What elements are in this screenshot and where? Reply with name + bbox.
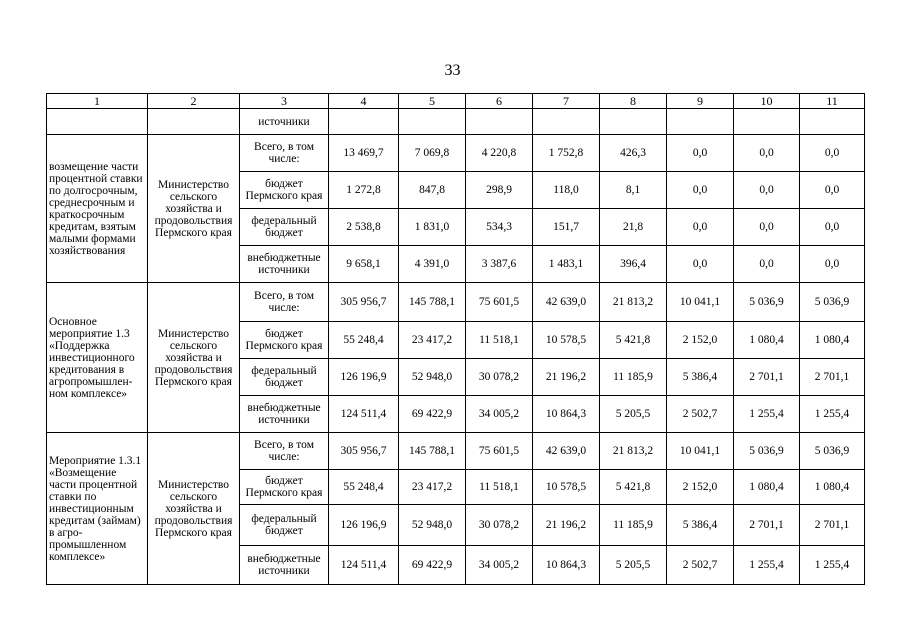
value-cell: 4 220,8 — [466, 135, 533, 172]
value-cell — [600, 109, 667, 135]
value-cell: 75 601,5 — [466, 283, 533, 322]
header-cell: 7 — [533, 94, 600, 109]
value-cell: 11 185,9 — [600, 359, 667, 396]
value-cell: 5 205,5 — [600, 396, 667, 433]
value-cell: 1 080,4 — [734, 470, 800, 505]
ministry-name: Министерство сельского хозяйства и продовольствия Пермского края — [148, 433, 240, 585]
value-cell: 0,0 — [800, 209, 865, 246]
value-cell: 426,3 — [600, 135, 667, 172]
value-cell: 7 069,8 — [399, 135, 466, 172]
source-cell: источники — [240, 109, 329, 135]
value-cell: 10 864,3 — [533, 396, 600, 433]
name-cell — [47, 109, 148, 135]
value-cell: 1 255,4 — [734, 396, 800, 433]
header-cell: 9 — [667, 94, 734, 109]
value-cell: 52 948,0 — [399, 505, 466, 546]
ministry-name: Министерство сельского хозяйства и продовольствия Пермского края — [148, 283, 240, 433]
value-cell: 23 417,2 — [399, 470, 466, 505]
table-row — [47, 283, 865, 322]
value-cell: 5 036,9 — [734, 433, 800, 470]
value-cell: 5 036,9 — [734, 283, 800, 322]
value-cell: 2 152,0 — [667, 470, 734, 505]
value-cell: 10 041,1 — [667, 283, 734, 322]
ministry-name: Министерство сельского хозяйства и продовольствия Пермского края — [148, 135, 240, 283]
value-cell: 2 701,1 — [734, 505, 800, 546]
value-cell: 69 422,9 — [399, 546, 466, 585]
source-cell: Всего, в том числе: — [240, 433, 329, 470]
table-row — [47, 433, 865, 470]
value-cell: 1 831,0 — [399, 209, 466, 246]
value-cell: 21 196,2 — [533, 359, 600, 396]
value-cell: 10 041,1 — [667, 433, 734, 470]
value-cell: 2 701,1 — [734, 359, 800, 396]
header-cell: 5 — [399, 94, 466, 109]
value-cell: 5 036,9 — [800, 283, 865, 322]
value-cell: 5 421,8 — [600, 470, 667, 505]
source-cell: бюджет Пермского края — [240, 470, 329, 505]
value-cell: 1 752,8 — [533, 135, 600, 172]
page-number: 33 — [444, 62, 461, 79]
value-cell: 2 701,1 — [800, 505, 865, 546]
header-cell: 10 — [734, 94, 800, 109]
value-cell: 126 196,9 — [329, 359, 399, 396]
value-cell: 8,1 — [600, 172, 667, 209]
value-cell: 21,8 — [600, 209, 667, 246]
source-cell: Всего, в том числе: — [240, 283, 329, 322]
activity-name: Основное мероприятие 1.3 «Поддержка инвестиционного кредитования в агропромышлен-ном комплексе» — [47, 283, 148, 433]
value-cell: 298,9 — [466, 172, 533, 209]
source-cell: внебюджетные источники — [240, 246, 329, 283]
value-cell: 10 578,5 — [533, 470, 600, 505]
value-cell — [734, 109, 800, 135]
value-cell — [399, 109, 466, 135]
value-cell — [800, 109, 865, 135]
value-cell: 0,0 — [667, 135, 734, 172]
value-cell — [329, 109, 399, 135]
value-cell: 1 255,4 — [734, 546, 800, 585]
source-cell: внебюджетные источники — [240, 396, 329, 433]
value-cell: 151,7 — [533, 209, 600, 246]
value-cell: 124 511,4 — [329, 396, 399, 433]
value-cell: 10 578,5 — [533, 322, 600, 359]
source-cell: федеральный бюджет — [240, 359, 329, 396]
value-cell: 305 956,7 — [329, 433, 399, 470]
value-cell: 69 422,9 — [399, 396, 466, 433]
value-cell: 0,0 — [734, 172, 800, 209]
value-cell — [533, 109, 600, 135]
value-cell: 1 080,4 — [800, 470, 865, 505]
value-cell: 5 421,8 — [600, 322, 667, 359]
header-cell: 4 — [329, 94, 399, 109]
source-cell: федеральный бюджет — [240, 209, 329, 246]
value-cell: 0,0 — [667, 209, 734, 246]
value-cell: 0,0 — [667, 246, 734, 283]
activity-name: Мероприятие 1.3.1 «Возмещение части процентной ставки по инвестиционным кредитам (займам) в агро-промышленном комплексе» — [47, 433, 148, 585]
header-cell: 3 — [240, 94, 329, 109]
value-cell: 126 196,9 — [329, 505, 399, 546]
value-cell: 0,0 — [734, 135, 800, 172]
value-cell: 0,0 — [667, 172, 734, 209]
continuation-row — [47, 109, 865, 135]
value-cell: 55 248,4 — [329, 470, 399, 505]
value-cell: 11 518,1 — [466, 322, 533, 359]
source-cell: бюджет Пермского края — [240, 322, 329, 359]
value-cell: 2 152,0 — [667, 322, 734, 359]
ministry-cell — [148, 109, 240, 135]
header-cell: 2 — [148, 94, 240, 109]
value-cell: 30 078,2 — [466, 505, 533, 546]
value-cell — [466, 109, 533, 135]
value-cell: 396,4 — [600, 246, 667, 283]
value-cell: 9 658,1 — [329, 246, 399, 283]
source-cell: внебюджетные источники — [240, 546, 329, 585]
value-cell: 55 248,4 — [329, 322, 399, 359]
value-cell: 3 387,6 — [466, 246, 533, 283]
header-cell: 1 — [47, 94, 148, 109]
value-cell: 34 005,2 — [466, 396, 533, 433]
value-cell: 11 185,9 — [600, 505, 667, 546]
value-cell: 2 502,7 — [667, 396, 734, 433]
value-cell: 0,0 — [800, 246, 865, 283]
value-cell: 21 813,2 — [600, 433, 667, 470]
header-cell: 11 — [800, 94, 865, 109]
value-cell: 124 511,4 — [329, 546, 399, 585]
value-cell: 1 483,1 — [533, 246, 600, 283]
header-row — [47, 94, 865, 109]
value-cell — [667, 109, 734, 135]
value-cell: 534,3 — [466, 209, 533, 246]
header-cell: 6 — [466, 94, 533, 109]
value-cell: 0,0 — [800, 135, 865, 172]
value-cell: 23 417,2 — [399, 322, 466, 359]
value-cell: 305 956,7 — [329, 283, 399, 322]
value-cell: 10 864,3 — [533, 546, 600, 585]
value-cell: 21 813,2 — [600, 283, 667, 322]
value-cell: 2 701,1 — [800, 359, 865, 396]
value-cell: 5 386,4 — [667, 359, 734, 396]
value-cell: 42 639,0 — [533, 433, 600, 470]
activity-name: возмещение части процентной ставки по долгосрочным, среднесрочным и краткосрочным кредитам, взятым малыми формами хозяйствования — [47, 135, 148, 283]
value-cell: 0,0 — [800, 172, 865, 209]
value-cell: 42 639,0 — [533, 283, 600, 322]
value-cell: 118,0 — [533, 172, 600, 209]
value-cell: 145 788,1 — [399, 433, 466, 470]
budget-table — [46, 93, 865, 585]
table-row — [47, 135, 865, 172]
source-cell: Всего, в том числе: — [240, 135, 329, 172]
value-cell: 21 196,2 — [533, 505, 600, 546]
value-cell: 145 788,1 — [399, 283, 466, 322]
value-cell: 30 078,2 — [466, 359, 533, 396]
value-cell: 0,0 — [734, 246, 800, 283]
value-cell: 52 948,0 — [399, 359, 466, 396]
value-cell: 2 538,8 — [329, 209, 399, 246]
value-cell: 2 502,7 — [667, 546, 734, 585]
value-cell: 1 255,4 — [800, 396, 865, 433]
value-cell: 13 469,7 — [329, 135, 399, 172]
source-cell: бюджет Пермского края — [240, 172, 329, 209]
value-cell: 4 391,0 — [399, 246, 466, 283]
value-cell: 0,0 — [734, 209, 800, 246]
value-cell: 11 518,1 — [466, 470, 533, 505]
value-cell: 5 205,5 — [600, 546, 667, 585]
value-cell: 5 386,4 — [667, 505, 734, 546]
value-cell: 1 255,4 — [800, 546, 865, 585]
value-cell: 1 080,4 — [734, 322, 800, 359]
header-cell: 8 — [600, 94, 667, 109]
source-cell: федеральный бюджет — [240, 505, 329, 546]
value-cell: 847,8 — [399, 172, 466, 209]
value-cell: 34 005,2 — [466, 546, 533, 585]
value-cell: 1 080,4 — [800, 322, 865, 359]
value-cell: 75 601,5 — [466, 433, 533, 470]
value-cell: 1 272,8 — [329, 172, 399, 209]
value-cell: 5 036,9 — [800, 433, 865, 470]
